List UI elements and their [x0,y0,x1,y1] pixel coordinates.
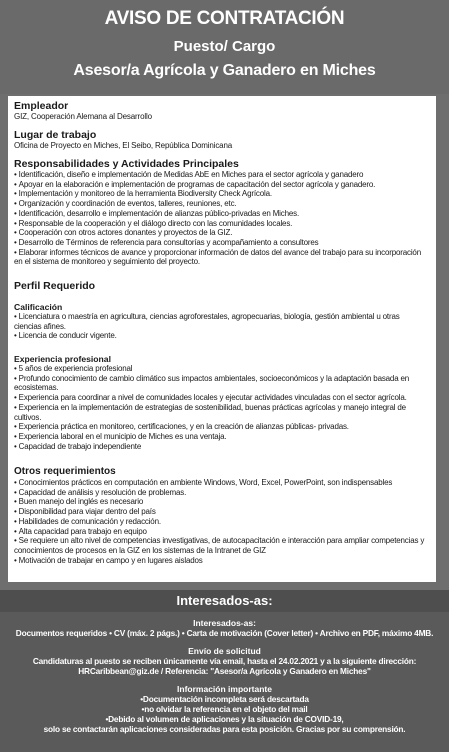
list-item: • Identificación, diseño e implementación de Medidas AbE en Miches para el sector agrícola y ganadero [14,170,428,180]
list-item: • Capacidad de análisis y resolución de problemas. [14,488,428,498]
list-item: • Experiencia en la implementación de estrategias de sostenibilidad, buenas prácticas agrícolas y manejo integral de cultivos. [14,403,428,422]
list-item: • Responsable de la cooperación y el diálogo directo con las comunidades locales. [14,219,428,229]
workplace-value: Oficina de Proyecto en Miches, El Seibo, República Dominicana [14,141,233,150]
other-requirements-section [14,466,428,565]
employer-value: GIZ, Cooperación Alemana al Desarrollo [14,112,152,121]
employer-section [14,100,428,122]
header [0,0,449,94]
interested-heading: Interesados-as: [193,618,256,628]
list-item: • Capacidad de trabajo independiente [14,442,428,452]
info-line-2: •no olvidar la referencia en el objeto del mail [141,704,308,714]
responsibilities-label: Responsabilidades y Actividades Principales [14,158,239,170]
info-line-1: •Documentación incompleta será descartada [140,694,309,704]
list-item: • Implementación y monitoreo de la herramienta Biodiversity Check Agrícola. [14,189,428,199]
employer-label: Empleador [14,100,69,112]
send-line-2: HRCaribbean@giz.de / Referencia: "Asesor/a Agrícola y Ganadero en Miches" [78,666,371,676]
experience-list [14,364,428,451]
list-item: • Motivación de trabajar en campo y en lugares aislados [14,556,428,566]
list-item: • Se requiere un alto nivel de competencias investigativas, de autocapacitación e interacción para ampliar competencias y conocimientos de procesos en la GIZ en los sistemas de la Intranet de GIZ [14,536,428,555]
qualification-list [14,312,428,341]
responsibilities-section [14,158,428,267]
info-line-3: •Debido al volumen de aplicaciones y la situación de COVID-19, [105,714,344,724]
profile-section [14,280,428,292]
list-item: • Experiencia práctica en monitoreo, certificaciones, y en la creación de alianzas públicas- privadas. [14,422,428,432]
list-item: • Habilidades de comunicación y redacción. [14,517,428,527]
list-item: • Identificación, desarrollo e implementación de alianzas público-privadas en Miches. [14,209,428,219]
info-heading: Información importante [177,684,272,694]
list-item: • Disponibilidad para viajar dentro del país [14,507,428,517]
list-item: • Licenciatura o maestría en agricultura, ciencias agroforestales, agropecuarias, biología, gestión ambiental u otras ciencias afines. [14,312,428,331]
list-item: • Experiencia para coordinar a nivel de comunidades locales y ejecutar actividades vinculadas con el sector agrícola. [14,393,428,403]
experience-label: Experiencia profesional [14,354,111,364]
other-requirements-label: Otros requerimientos [14,466,116,477]
list-item: • Organización y coordinación de eventos, talleres, reuniones, etc. [14,199,428,209]
page-title: AVISO DE CONTRATACIÓN [104,8,345,29]
list-item: • Alta capacidad para trabajo en equipo [14,527,428,537]
position-title: Asesor/a Agrícola y Ganadero en Miches [73,62,376,79]
required-documents: Documentos requeridos • CV (máx. 2 págs.) • Carta de motivación (Cover letter) • Archivo en PDF, máximo 4MB. [15,628,434,638]
content-panel [8,96,436,582]
application-info [0,612,449,752]
qualification-label: Calificación [14,302,63,312]
list-item: • Experiencia laboral en el municipio de Miches es una ventaja. [14,432,428,442]
interested-bar: Interesados-as: [0,590,449,612]
experience-section [14,354,428,451]
list-item: • Buen manejo del inglés es necesario [14,497,428,507]
qualification-section [14,302,428,341]
list-item: • Profundo conocimiento de cambio climático sus impactos ambientales, socioeconómicos y la adaptación basada en ecosistemas. [14,374,428,393]
list-item: • Apoyar en la elaboración e implementación de programas de capacitación del sector agrícola y ganadero. [14,180,428,190]
info-line-4: solo se contactarán aplicaciones consideradas para esta posición. Gracias por su comprensión. [43,724,406,734]
list-item: • Conocimientos prácticos en computación en ambiente Windows, Word, Excel, PowerPoint, son indispensables [14,478,428,488]
other-requirements-list [14,478,428,565]
responsibilities-list [14,170,428,267]
workplace-label: Lugar de trabajo [14,129,97,141]
list-item: • Elaborar informes técnicos de avance y proporcionar información de datos del avance del trabajo para su incorporación en el sistema de monitoreo y seguimiento del proyecto. [14,248,428,267]
position-subtitle: Puesto/ Cargo [173,38,276,55]
list-item: • Cooperación con otros actores donantes y proyectos de la GIZ. [14,228,428,238]
send-heading: Envío de solicitud [188,646,261,656]
workplace-section [14,129,428,151]
list-item: • 5 años de experiencia profesional [14,364,428,374]
list-item: • Licencia de conducir vigente. [14,331,428,341]
list-item: • Desarrollo de Términos de referencia para consultorías y acompañamiento a consultores [14,238,428,248]
send-line-1: Candidaturas al puesto se reciben únicamente vía email, hasta el 24.02.2021 y a la siguiente dirección: [32,656,417,666]
profile-label: Perfil Requerido [14,280,96,292]
